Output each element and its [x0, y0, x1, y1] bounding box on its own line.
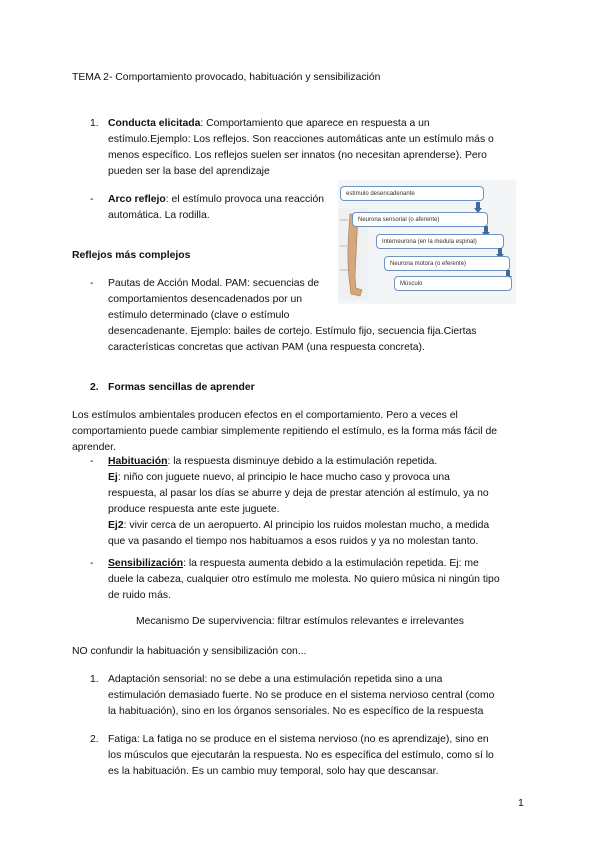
intro-line-1: Los estímulos ambientales producen efectos en el comportamiento. Pero a veces el	[72, 410, 458, 421]
adaptacion-line-1: Adaptación sensorial: no se debe a una estimulación repetida sino a una	[108, 674, 443, 685]
reflejos-heading: Reflejos más complejos	[72, 250, 191, 261]
fatiga-line-2: los músculos que ejecutarán la respuesta. No es específica del estímulo, como sí lo	[108, 750, 494, 761]
mecanismo-line: Mecanismo De supervivencia: filtrar estímulos relevantes e irrelevantes	[135, 616, 464, 627]
reflejos-line-3: estímulo determinado (clave o estímulo	[108, 310, 290, 321]
reflejos-line-1: Pautas de Acción Modal. PAM: secuencias de	[108, 278, 320, 289]
arco-reflejo-line-2: automática. La rodilla.	[108, 210, 210, 221]
bullet-dash: -	[90, 278, 94, 289]
list-number: 1.	[90, 118, 99, 129]
ej2-label: Ej2	[108, 520, 124, 531]
conducta-elicitada-line-1	[108, 116, 430, 132]
sensibilizacion-line-3: de ruido más.	[108, 590, 171, 601]
intro-line-2: comportamiento puede cambiar simplemente repitiendo el estímulo, es la forma más fácil de	[72, 426, 498, 437]
conducta-elicitada-line-2: estímulo.Ejemplo: Los reflejos. Son reacciones automáticas ante un estímulo más o	[108, 134, 494, 145]
habituacion-term: Habituación	[108, 456, 168, 467]
text-span: : Comportamiento que aparece en respuesta a un	[200, 118, 430, 129]
bullet-dash: -	[90, 456, 94, 467]
list-number: 2.	[90, 734, 99, 745]
arco-reflejo-term: Arco reflejo	[108, 194, 166, 205]
text-span: : el estímulo provoca una reacción	[165, 194, 325, 205]
conducta-elicitada-line-3: menos específico. Los reflejos suelen ser innatos (no necesitan aprenderse). Pero	[108, 150, 487, 161]
intro-line-3: aprender.	[72, 442, 116, 453]
diagram-box-interneuron: Interneurona (en la medula espinal)	[376, 234, 504, 249]
text-span: : vivir cerca de un aeropuerto. Al principio los ruidos molestan mucho, a medida	[123, 520, 490, 531]
text-span: : niño con juguete nuevo, al principio le hace mucho caso y provoca una	[117, 472, 450, 483]
text-span: : la respuesta aumenta debido a la estimulación repetida. Ej: me	[183, 558, 479, 569]
bullet-dash: -	[90, 194, 94, 205]
sensibilizacion-line-2: duele la cabeza, cualquier otro estímulo me molesta. No quiero música ni ningún tipo	[108, 574, 500, 585]
arco-reflejo-line-1	[108, 192, 324, 208]
adaptacion-line-3: la habituación), sino en los órganos sensoriales. No es específico de la respuesta	[108, 706, 484, 717]
conducta-elicitada-term: Conducta elicitada	[108, 118, 201, 129]
reflejos-line-4: desencadenante. Ejemplo: bailes de cortejo. Estímulo fijo, secuencia fija.Ciertas	[108, 326, 477, 337]
section-number: 2.	[90, 382, 99, 393]
reflejos-line-2: comportamientos desencadenados por un	[108, 294, 303, 305]
page-title: TEMA 2- Comportamiento provocado, habituación y sensibilización	[72, 72, 381, 83]
sensibilizacion-term: Sensibilización	[108, 558, 184, 569]
ej1-label: Ej	[108, 472, 118, 483]
ej1-line-1	[108, 470, 450, 486]
fatiga-line-3: es la habituación. Es un cambio muy temporal, solo hay que descansar.	[108, 766, 439, 777]
ej1-line-3: produce respuesta ante este juguete.	[108, 504, 280, 515]
habituacion-line-1	[108, 454, 437, 470]
ej2-line-2: que va pasando el tiempo nos habituamos a esos ruidos y ya no molestan tanto.	[108, 536, 479, 547]
conducta-elicitada-line-4: pueden ser la base del aprendizaje	[108, 166, 270, 177]
no-confundir-line: NO confundir la habituación y sensibilización con...	[72, 646, 307, 657]
diagram-box-muscle: Músculo	[394, 276, 512, 291]
diagram-box-stimulus: estímulo desencadenante	[340, 186, 484, 201]
section2-heading: Formas sencillas de aprender	[108, 382, 255, 393]
bullet-dash: -	[90, 558, 94, 569]
text-span: : la respuesta disminuye debido a la estimulación repetida.	[167, 456, 438, 467]
sensibilizacion-line-1	[108, 556, 479, 572]
reflejos-line-5: características concretas que activan PAM (una respuesta concreta).	[108, 342, 425, 353]
reflex-arc-diagram	[338, 180, 516, 304]
list-number: 1.	[90, 674, 99, 685]
diagram-box-motor-neuron: Neurona motora (o eferente)	[384, 256, 510, 271]
adaptacion-line-2: estimulación demasiado fuerte. No se produce en el sistema nervioso central (como	[108, 690, 495, 701]
fatiga-line-1: Fatiga: La fatiga no se produce en el sistema nervioso (no es aprendizaje), sino en	[108, 734, 489, 745]
ej2-line-1	[108, 518, 489, 534]
ej1-line-2: respuesta, al pasar los días se aburre y deja de prestar atención al estímulo, ya no	[108, 488, 489, 499]
diagram-box-sensory-neuron: Neurona sensorial (o aferente)	[352, 212, 488, 227]
page-number: 1	[518, 798, 524, 809]
